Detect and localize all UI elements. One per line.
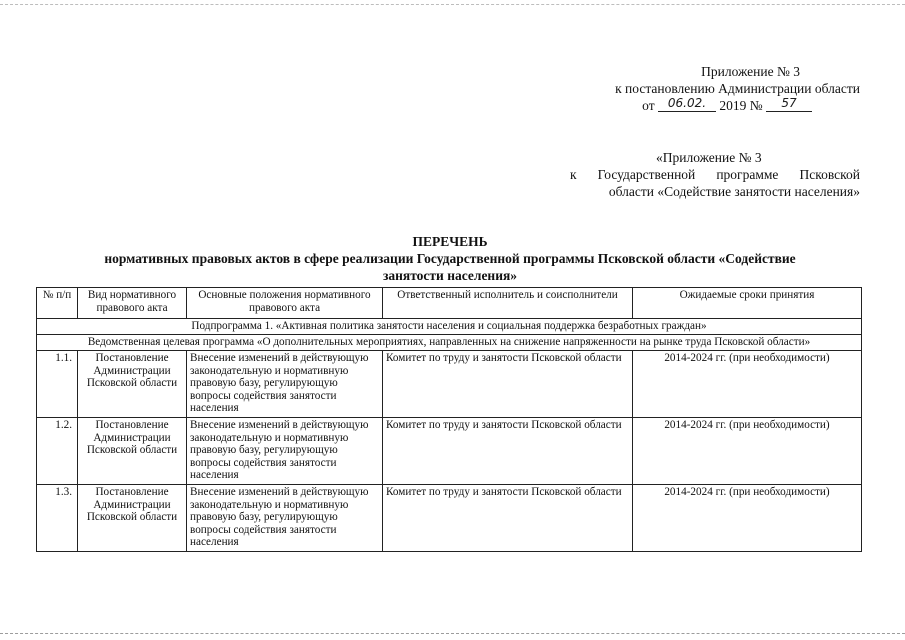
- appendix-main-title: Приложение № 3: [701, 64, 800, 79]
- appendix-main-block: [560, 63, 860, 114]
- date-fill-line: [658, 97, 716, 112]
- header-deadline: Ожидаемые сроки принятия: [633, 288, 862, 319]
- document-title: [40, 233, 860, 284]
- table-row: [37, 485, 862, 552]
- row-deadline: 2014-2024 гг. (при необходимости): [633, 485, 862, 552]
- row-provisions: Внесение изменений в действующую законодательную и нормативную правовую базу, регулирующую вопросы содействия занятости населения: [187, 418, 383, 485]
- title-heading: ПЕРЕЧЕНЬ: [412, 234, 488, 249]
- date-prefix: от: [642, 98, 655, 113]
- row-provisions: Внесение изменений в действующую законодательную и нормативную правовую базу, регулирующую вопросы содействия занятости населения: [187, 485, 383, 552]
- row-type: Постановление Администрации Псковской области: [78, 351, 187, 418]
- acts-table: [36, 287, 862, 552]
- appendix-main-date-line: [560, 97, 860, 114]
- row-num: 1.1.: [37, 351, 78, 418]
- row-deadline: 2014-2024 гг. (при необходимости): [633, 351, 862, 418]
- scan-edge-bottom: [0, 633, 905, 635]
- appendix-ref-block: [570, 149, 860, 200]
- row-num: 1.3.: [37, 485, 78, 552]
- handwritten-date: 06.02.: [667, 96, 707, 110]
- header-num: № п/п: [37, 288, 78, 319]
- number-fill-line: [766, 97, 812, 112]
- header-type: Вид нормативного правового акта: [78, 288, 187, 319]
- table-row: [37, 351, 862, 418]
- appendix-ref-program-name: области «Содействие занятости населения»: [608, 184, 860, 199]
- departmental-program-row: [37, 335, 862, 351]
- header-responsible: Ответственный исполнитель и соисполнители: [383, 288, 633, 319]
- table-row: [37, 418, 862, 485]
- title-subheading: нормативных правовых актов в сфере реализации Государственной программы Псковской области «Содействие: [104, 251, 796, 266]
- appendix-ref-title: «Приложение № 3: [656, 150, 762, 165]
- subprogram-row: [37, 319, 862, 335]
- row-type: Постановление Администрации Псковской области: [78, 485, 187, 552]
- departmental-program-cell: Ведомственная целевая программа «О дополнительных мероприятиях, направленных на снижение напряженности на рынке труда Псковской области»: [37, 335, 862, 351]
- appendix-main-resolution: к постановлению Администрации области: [615, 81, 860, 96]
- table-header-row: [37, 288, 862, 319]
- year-and-number-label: 2019 №: [719, 98, 763, 113]
- appendix-ref-program: к Государственной программе Псковской: [570, 167, 860, 182]
- row-responsible: Комитет по труду и занятости Псковской области: [383, 351, 633, 418]
- handwritten-number: 57: [781, 96, 797, 110]
- subprogram-cell: Подпрограмма 1. «Активная политика занятости населения и социальная поддержка безработных граждан»: [37, 319, 862, 335]
- row-num: 1.2.: [37, 418, 78, 485]
- title-subheading-cont: занятости населения»: [382, 268, 518, 283]
- row-provisions: Внесение изменений в действующую законодательную и нормативную правовую базу, регулирующую вопросы содействия занятости населения: [187, 351, 383, 418]
- row-responsible: Комитет по труду и занятости Псковской области: [383, 485, 633, 552]
- row-responsible: Комитет по труду и занятости Псковской области: [383, 418, 633, 485]
- row-deadline: 2014-2024 гг. (при необходимости): [633, 418, 862, 485]
- row-type: Постановление Администрации Псковской области: [78, 418, 187, 485]
- scan-edge-top: [0, 4, 905, 6]
- header-provisions: Основные положения нормативного правового акта: [187, 288, 383, 319]
